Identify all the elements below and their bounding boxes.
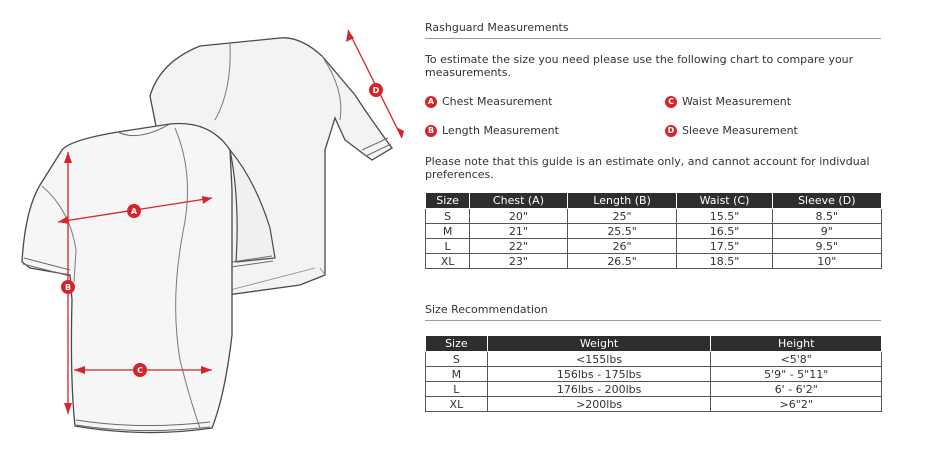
table-row — [426, 352, 882, 367]
page-title: Rashguard Measurements — [425, 21, 881, 39]
table-cell: S — [426, 352, 488, 367]
legend-label-chest: Chest Measurement — [442, 95, 553, 108]
table-cell: >6"2" — [711, 397, 882, 412]
table-cell: L — [426, 239, 470, 254]
table-cell: 10" — [772, 254, 881, 269]
table-row — [426, 382, 882, 397]
legend-item-waist — [665, 95, 791, 108]
table-header-row — [426, 193, 882, 209]
table-cell: 25.5" — [567, 224, 677, 239]
table-cell: 156lbs - 175lbs — [487, 367, 711, 382]
measurement-table — [425, 192, 882, 269]
legend-badge-b: B — [425, 125, 437, 137]
table-cell: 20" — [470, 209, 568, 224]
table-cell: XL — [426, 254, 470, 269]
legend-badge-d: D — [665, 125, 677, 137]
marker-c-letter: C — [137, 366, 143, 375]
intro-text: To estimate the size you need please use the following chart to compare your measurements. — [425, 53, 854, 79]
header-size: Size — [426, 193, 470, 209]
header-waist: Waist (C) — [677, 193, 772, 209]
table-cell: 9.5" — [772, 239, 881, 254]
table-row — [426, 254, 882, 269]
table-cell: S — [426, 209, 470, 224]
table-cell: 176lbs - 200lbs — [487, 382, 711, 397]
table-cell: 6' - 6'2" — [711, 382, 882, 397]
recommendation-title: Size Recommendation — [425, 303, 881, 321]
header-size: Size — [426, 336, 488, 352]
table-cell: L — [426, 382, 488, 397]
table-cell: 15.5" — [677, 209, 772, 224]
legend-item-sleeve — [665, 124, 798, 137]
table-row — [426, 209, 882, 224]
table-cell: 23" — [470, 254, 568, 269]
header-weight: Weight — [487, 336, 711, 352]
table-row — [426, 224, 882, 239]
table-row — [426, 239, 882, 254]
legend-item-length — [425, 124, 559, 137]
table-cell: 8.5" — [772, 209, 881, 224]
table-cell: 25" — [567, 209, 677, 224]
marker-b-letter: B — [64, 283, 72, 292]
table-header-row — [426, 336, 882, 352]
table-cell: M — [426, 224, 470, 239]
legend-item-chest — [425, 95, 552, 108]
header-height: Height — [711, 336, 882, 352]
table-cell: XL — [426, 397, 488, 412]
header-length: Length (B) — [567, 193, 677, 209]
header-chest: Chest (A) — [470, 193, 568, 209]
recommendation-table — [425, 335, 882, 412]
table-row — [426, 397, 882, 412]
table-cell: <5'8" — [711, 352, 882, 367]
table-cell: 26" — [567, 239, 677, 254]
table-cell: 18.5" — [677, 254, 772, 269]
rashguard-illustration — [0, 0, 420, 454]
table-cell: 9" — [772, 224, 881, 239]
table-cell: <155lbs — [487, 352, 711, 367]
table-cell: 5'9" - 5"11" — [711, 367, 882, 382]
legend-label-waist: Waist Measurement — [682, 95, 792, 108]
table-cell: M — [426, 367, 488, 382]
table-cell: 17.5" — [677, 239, 772, 254]
header-sleeve: Sleeve (D) — [772, 193, 881, 209]
legend-badge-a: A — [425, 96, 437, 108]
legend-label-sleeve: Sleeve Measurement — [682, 124, 798, 137]
table-cell: >200lbs — [487, 397, 711, 412]
table-cell: 26.5" — [567, 254, 677, 269]
marker-d-letter: D — [372, 86, 380, 95]
table-cell: 16.5" — [677, 224, 772, 239]
legend-label-length: Length Measurement — [442, 124, 559, 137]
table-cell: 21" — [470, 224, 568, 239]
marker-a-letter: A — [130, 207, 138, 216]
legend-badge-c: C — [665, 96, 677, 108]
table-row — [426, 367, 882, 382]
table-cell: 22" — [470, 239, 568, 254]
note-text: Please note that this guide is an estimate only, and cannot account for indivdual preferences. — [425, 155, 870, 181]
